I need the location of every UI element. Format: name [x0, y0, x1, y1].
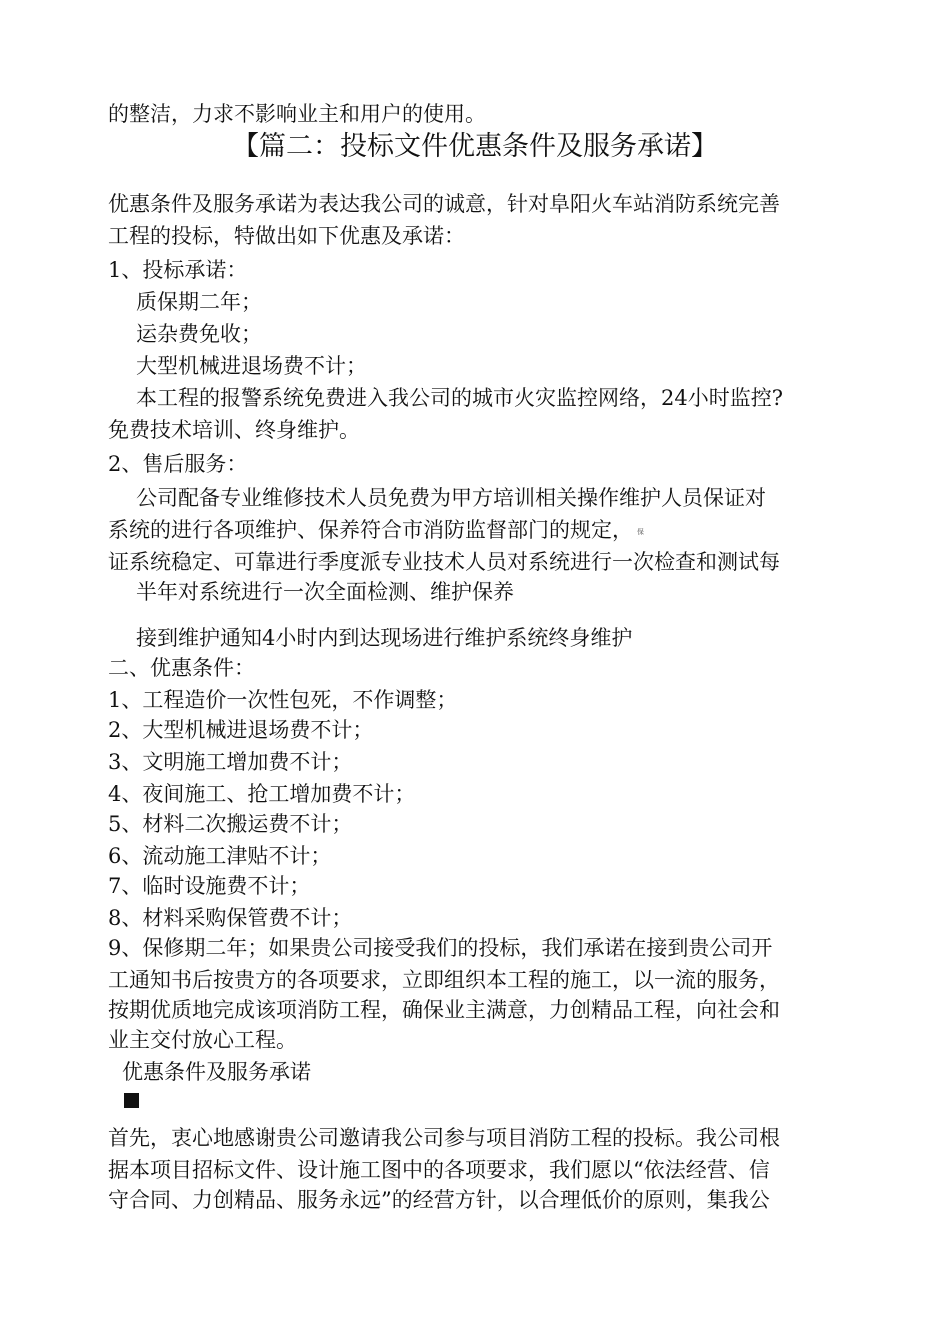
text-line: 半年对系统进行一次全面检测、维护保养: [136, 580, 514, 604]
text-line: 守合同、力创精品、服务永远”的经营方针，以合理低价的原则，集我公: [108, 1188, 770, 1212]
list-item: 5、材料二次搬运费不计；: [108, 812, 353, 836]
list-heading: 二、优惠条件：: [108, 656, 255, 680]
small-mark: 保: [637, 527, 644, 536]
list-item: 质保期二年；: [136, 290, 262, 314]
text-line: 接到维护通知4小时内到达现场进行维护系统终身维护: [136, 626, 633, 650]
text-line: [108, 516, 644, 546]
list-item: 2、大型机械进退场费不计；: [108, 718, 374, 742]
text-line: 证系统稳定、可靠进行季度派专业技术人员对系统进行一次检查和测试每: [108, 550, 780, 574]
text-line: 本工程的报警系统免费进入我公司的城市火灾监控网络，24小时监控?: [136, 386, 783, 410]
list-item: 1、工程造价一次性包死，不作调整；: [108, 688, 458, 712]
list-item: 8、材料采购保管费不计；: [108, 906, 353, 930]
list-item: 7、临时设施费不计；: [108, 874, 311, 898]
text-line: 优惠条件及服务承诺为表达我公司的诚意，针对阜阳火车站消防系统完善: [108, 192, 780, 216]
text-line: 按期优质地完成该项消防工程，确保业主满意，力创精品工程，向社会和: [108, 998, 780, 1022]
list-heading: 1、投标承诺：: [108, 258, 248, 282]
text-line: 据本项目招标文件、设计施工图中的各项要求，我们愿以“依法经营、信: [108, 1158, 770, 1182]
text-line: 业主交付放心工程。: [108, 1028, 297, 1052]
square-bullet-icon: [124, 1093, 139, 1108]
list-item: 4、夜间施工、抢工增加费不计；: [108, 782, 416, 806]
list-item: 运杂费免收；: [136, 322, 262, 346]
section-title: 【篇二：投标文件优惠条件及服务承诺】: [232, 131, 718, 162]
text-segment: 系统的进行各项维护、保养符合市消防监督部门的规定，: [108, 518, 633, 542]
text-line: 工程的投标，特做出如下优惠及承诺：: [108, 224, 465, 248]
list-item: 6、流动施工津贴不计；: [108, 844, 332, 868]
list-item: 大型机械进退场费不计；: [136, 354, 367, 378]
subheading: 优惠条件及服务承诺: [122, 1060, 311, 1084]
text-line: 公司配备专业维修技术人员免费为甲方培训相关操作维护人员保证对: [136, 486, 766, 510]
list-item: 9、保修期二年；如果贵公司接受我们的投标，我们承诺在接到贵公司开: [108, 936, 773, 960]
text-line: 免费技术培训、终身维护。: [108, 418, 360, 442]
list-item: 3、文明施工增加费不计；: [108, 750, 353, 774]
text-line: 首先，衷心地感谢贵公司邀请我公司参与项目消防工程的投标。我公司根: [108, 1126, 780, 1150]
text-line: 的整洁，力求不影响业主和用户的使用。: [108, 102, 486, 126]
list-heading: 2、售后服务：: [108, 452, 248, 476]
text-line: 工通知书后按贵方的各项要求，立即组织本工程的施工，以一流的服务，: [108, 968, 780, 992]
